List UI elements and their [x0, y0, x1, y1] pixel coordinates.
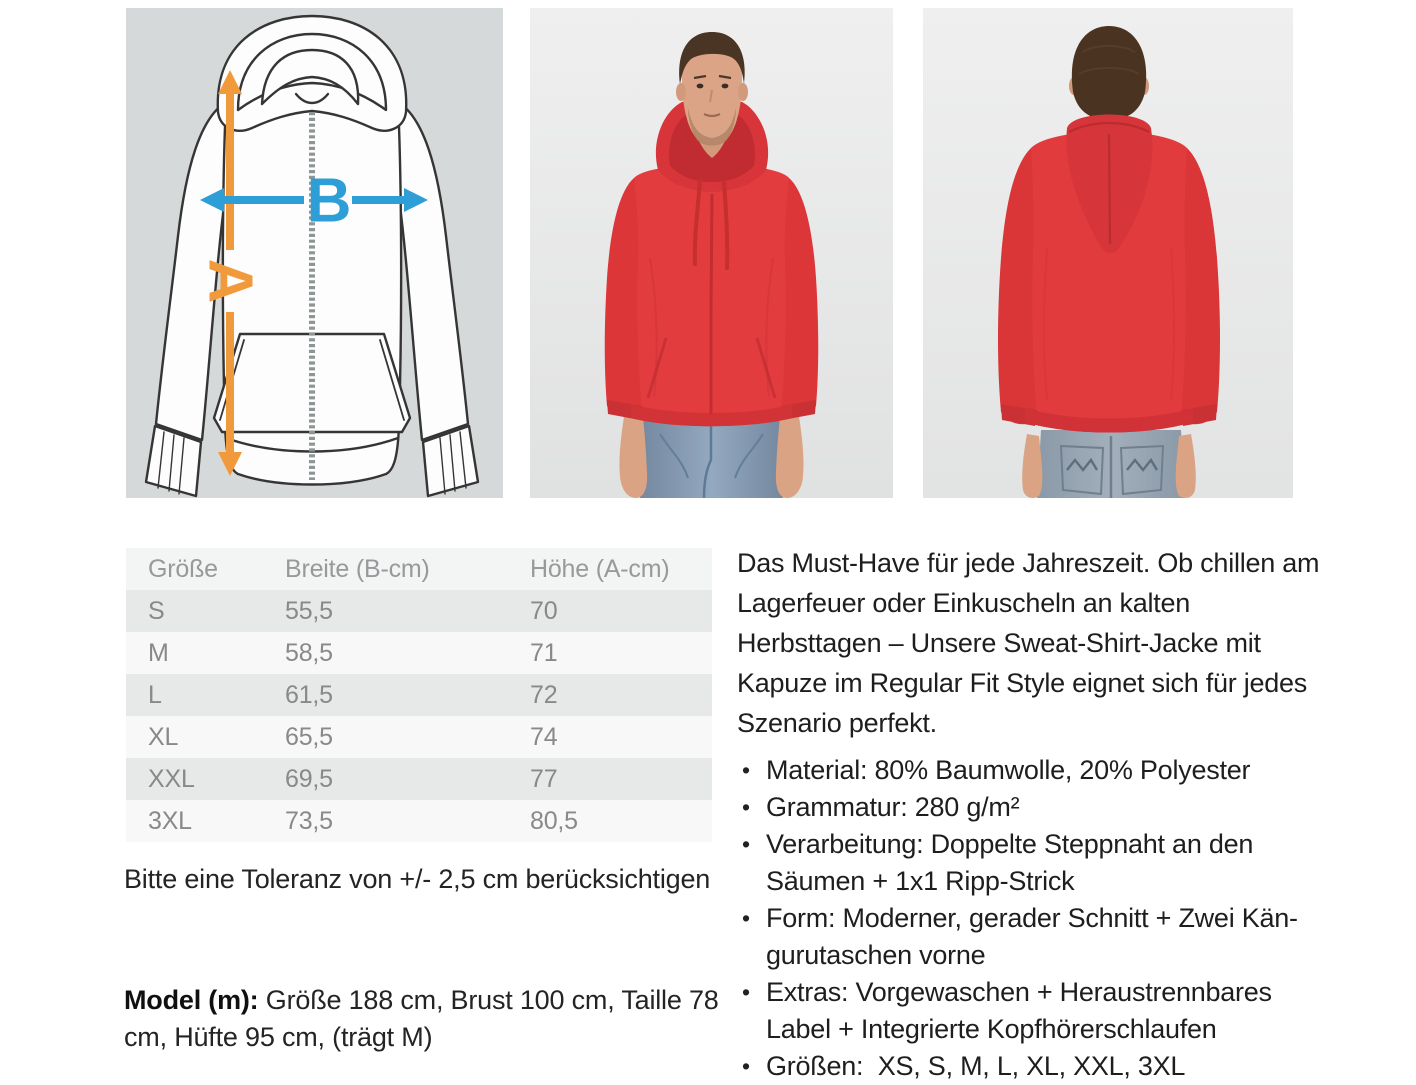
- size-diagram-panel: [126, 8, 503, 498]
- hoodie-outline: [146, 16, 478, 496]
- size-table-header: [126, 548, 712, 590]
- cell-width: 65,5: [285, 723, 333, 751]
- size-diagram: [126, 8, 503, 498]
- cell-height: 77: [530, 765, 558, 793]
- feature-item-verarbeitung: • Verarbeitung: Doppelte Steppnaht an den Säumen + 1x1 Ripp-Strick: [737, 826, 1337, 900]
- zipper-front: [711, 194, 712, 414]
- height-label-a: A: [195, 258, 265, 304]
- cell-size: XL: [148, 723, 179, 751]
- product-description: [737, 543, 1337, 1085]
- model-info-text: Größe 188 cm, Brust 100 cm, Taille 78 cm, Hüfte 95 cm, (trägt M): [124, 985, 719, 1052]
- cell-size: 3XL: [148, 807, 192, 835]
- size-table: [126, 548, 712, 842]
- cell-height: 80,5: [530, 807, 578, 835]
- tolerance-note: Bitte eine Toleranz von +/- 2,5 cm berücksichtigen: [124, 864, 711, 894]
- cell-width: 69,5: [285, 765, 333, 793]
- cell-size: L: [148, 681, 162, 709]
- feature-list: [737, 752, 1337, 1085]
- feature-item-form: • Form: Moderner, gerader Schnitt + Zwei Kängurutaschen vorne: [737, 900, 1337, 974]
- cell-height: 70: [530, 597, 558, 625]
- cell-width: 61,5: [285, 681, 333, 709]
- cell-size: M: [148, 639, 169, 667]
- table-row: [126, 758, 712, 800]
- cell-height: 74: [530, 723, 558, 751]
- cell-width: 73,5: [285, 807, 333, 835]
- column-header-height: Höhe (A-cm): [530, 555, 670, 583]
- product-photo-front: [530, 8, 893, 498]
- width-label-b: B: [306, 166, 352, 236]
- hair-back: [1072, 26, 1146, 120]
- table-row: [126, 800, 712, 842]
- hoodie-back: [998, 115, 1220, 433]
- hoodie-front: [605, 165, 819, 427]
- description-intro: Das Must-Have für jede Jahreszeit. Ob chillen am Lagerfeuer oder Einkuscheln an kalten Herbsttagen – Unsere Sweat-Shirt-Jacke mit Kapuze im Regular Fit Style eignet sich für jedes Szenario perfekt.: [737, 548, 1320, 738]
- cell-width: 55,5: [285, 597, 333, 625]
- cell-size: S: [148, 597, 165, 625]
- model-info: [124, 982, 736, 1056]
- cell-height: 72: [530, 681, 558, 709]
- feature-item-extras: • Extras: Vorgewaschen + Heraustrennbares Label + Integrierte Kopfhörerschlaufen: [737, 974, 1337, 1048]
- table-row: [126, 632, 712, 674]
- cell-height: 71: [530, 639, 558, 667]
- jeans: [640, 414, 783, 498]
- product-photo-back: [923, 8, 1293, 498]
- feature-item-grammatur: • Grammatur: 280 g/m²: [737, 789, 1337, 826]
- table-row: [126, 674, 712, 716]
- jeans-back: [1037, 430, 1185, 498]
- table-row: [126, 716, 712, 758]
- table-row: [126, 590, 712, 632]
- model-front-figure: [530, 8, 893, 498]
- feature-item-groessen: • Größen: XS, S, M, L, XL, XXL, 3XL: [737, 1048, 1337, 1085]
- feature-item-material: • Material: 80% Baumwolle, 20% Polyester: [737, 752, 1337, 789]
- cell-width: 58,5: [285, 639, 333, 667]
- cell-size: XXL: [148, 765, 195, 793]
- column-header-width: Breite (B-cm): [285, 555, 430, 583]
- column-header-size: Größe: [148, 555, 218, 583]
- model-back-figure: [923, 8, 1293, 498]
- model-info-label: Model (m):: [124, 985, 259, 1015]
